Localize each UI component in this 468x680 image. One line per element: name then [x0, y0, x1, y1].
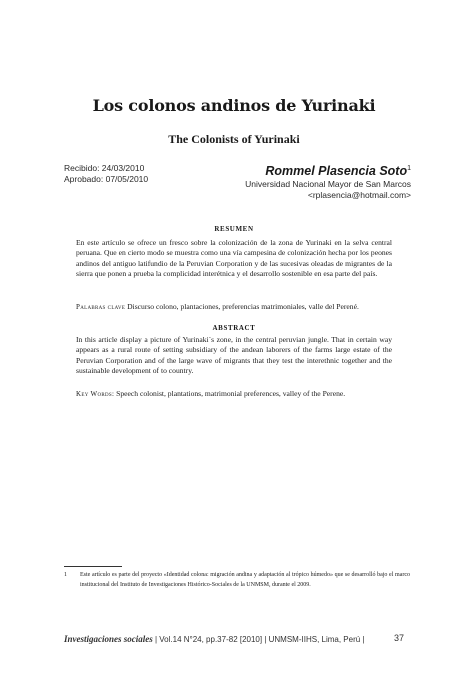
author-footnote-marker: 1: [407, 165, 411, 172]
footnote-text: Este artículo es parte del proyecto «Identidad colona: migración andina y adaptación al trópico húmedo» que se desarrolló bajo el marco institucional del Instituto de Investigaciones Histórico-Sociales de la UNMSM, durante el 2009.: [80, 572, 410, 588]
resumen-keywords: [76, 302, 392, 312]
page-number: 37: [393, 633, 404, 643]
abstract-keywords: [76, 389, 392, 399]
resumen-keywords-label: Palabras clave: [76, 303, 126, 311]
abstract-body: In this article display a picture of Yurinaki´s zone, in the central peruvian jungle. That in certain way appears as a rural route of setting subsidiary of the andean laborers of the farms large estate of the Peruvian Corporation and of the large wave of migrants that they test the interethnic together and the sustainable development of to country.: [76, 335, 392, 376]
approved-date: Aprobado: 07/05/2010: [64, 174, 149, 184]
dates-block: [64, 163, 148, 185]
page-footer: [64, 634, 365, 644]
journal-name: Investigaciones sociales: [64, 634, 153, 644]
abstract-heading: ABSTRACT: [212, 324, 256, 332]
author-affiliation: Universidad Nacional Mayor de San Marcos: [245, 179, 411, 190]
author-email[interactable]: <rplasencia@hotmail.com>: [307, 190, 411, 201]
author-name-line: [245, 161, 411, 179]
resumen-body: En este artículo se ofrece un fresco sobre la colonización de la zona de Yurinaki en la selva central peruana. Que en cierto modo se muestra como una vía campesina de colonización hecha por los peones andinos del antiguo latifundio de la Peruvian Corporation y de las sucesivas oleadas de migrantes de la sierra que ponen a prueba la complicidad interétnica y el desarrollo sostenible en esa parte del país.: [76, 238, 392, 279]
received-date: Recibido: 24/03/2010: [64, 163, 145, 173]
footnote-divider: [64, 566, 122, 567]
resumen-heading: RESUMEN: [214, 225, 254, 233]
abstract-keywords-label: Key Words:: [76, 390, 115, 398]
footnote-number: 1: [64, 572, 67, 578]
abstract-keywords-text: Speech colonist, plantations, matrimonial preferences, valley of the Perene.: [116, 389, 346, 398]
article-subtitle: The Colonists of Yurinaki: [168, 132, 300, 146]
author-block: [245, 161, 411, 201]
resumen-keywords-text: Discurso colono, plantaciones, preferencias matrimoniales, valle del Perené.: [127, 302, 359, 311]
journal-details: | Vol.14 N°24, pp.37-82 [2010] | UNMSM-IIHS, Lima, Perú |: [152, 635, 365, 644]
author-name: Rommel Plasencia Soto: [265, 164, 408, 179]
article-title: Los colonos andinos de Yurinaki: [92, 96, 376, 115]
